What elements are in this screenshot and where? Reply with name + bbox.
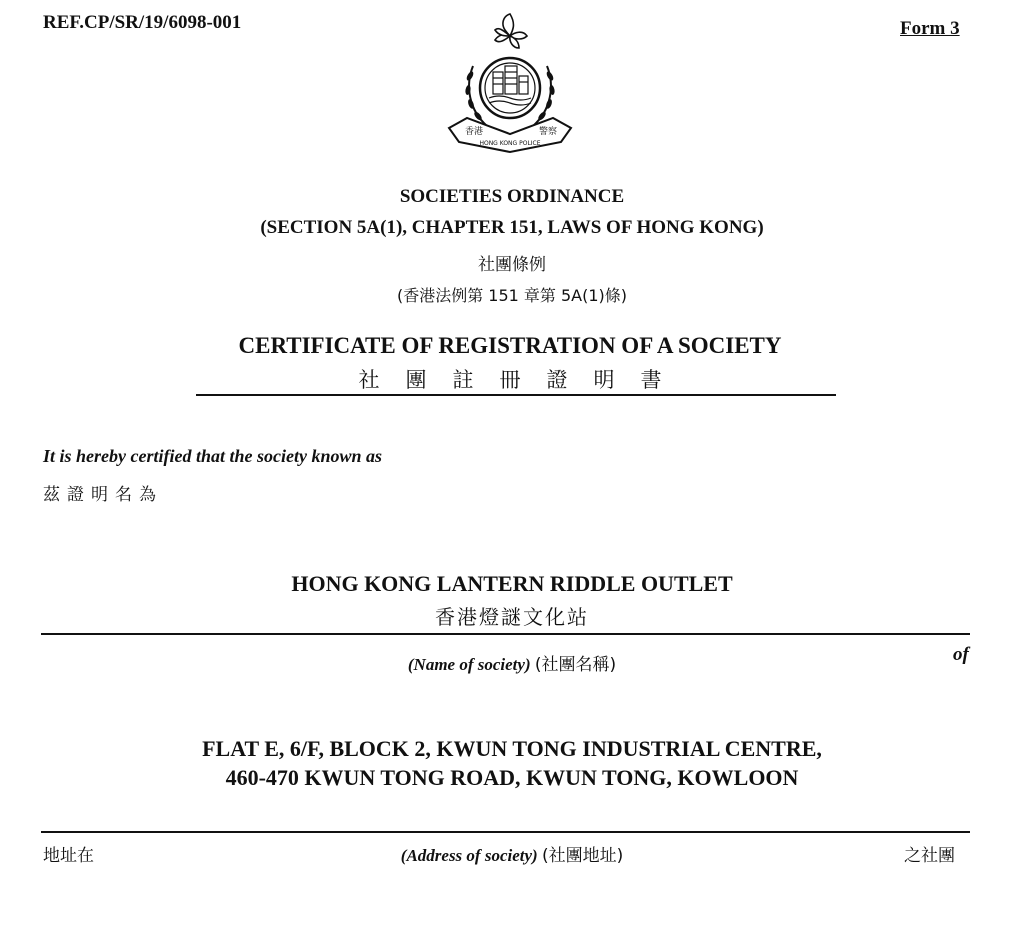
of-word: of (953, 644, 969, 665)
address-caption-zh: (社團地址) (541, 846, 624, 866)
ordinance-section: (SECTION 5A(1), CHAPTER 151, LAWS OF HONG KONG) (260, 217, 764, 238)
address-suffix-zh: 之社團 (904, 846, 955, 866)
emblem-banner-text: HONG KONG POLICE (479, 140, 541, 147)
ordinance-title-zh: 社團條例 (478, 255, 546, 275)
certificate-title-zh: 社團註冊證明書 (358, 368, 688, 392)
certificate-title: CERTIFICATE OF REGISTRATION OF A SOCIETY (238, 333, 782, 358)
address-caption-en: (Address of society) (400, 846, 538, 865)
name-caption-en: (Name of society) (407, 655, 531, 674)
emblem-zh-right: 警察 (539, 127, 558, 137)
address-prefix-zh: 地址在 (43, 846, 94, 866)
society-address-rule (41, 831, 970, 833)
society-name-rule (41, 633, 970, 635)
name-caption-zh: (社團名稱) (534, 655, 617, 675)
society-name-caption (0, 650, 1024, 675)
society-address-line-1: FLAT E, 6/F, BLOCK 2, KWUN TONG INDUSTRIAL CENTRE, (202, 736, 822, 761)
bauhinia-icon (495, 14, 527, 48)
police-emblem (443, 6, 577, 156)
reference-number: REF.CP/SR/19/6098-001 (43, 12, 242, 33)
certification-statement-zh: 茲證明名為 (43, 485, 163, 505)
certification-statement: It is hereby certified that the society known as (43, 446, 382, 466)
form-number: Form 3 (900, 18, 960, 39)
society-name: HONG KONG LANTERN RIDDLE OUTLET (291, 571, 733, 596)
certificate-title-rule (196, 394, 836, 396)
ordinance-title: SOCIETIES ORDINANCE (399, 186, 625, 207)
ordinance-section-zh: (香港法例第 151 章第 5A(1)條) (396, 286, 628, 305)
emblem-zh-left: 香港 (465, 127, 484, 137)
society-name-zh: 香港燈謎文化站 (435, 605, 589, 629)
society-address-line-2: 460-470 KWUN TONG ROAD, KWUN TONG, KOWLOON (225, 765, 799, 790)
society-address-caption (0, 841, 1024, 866)
